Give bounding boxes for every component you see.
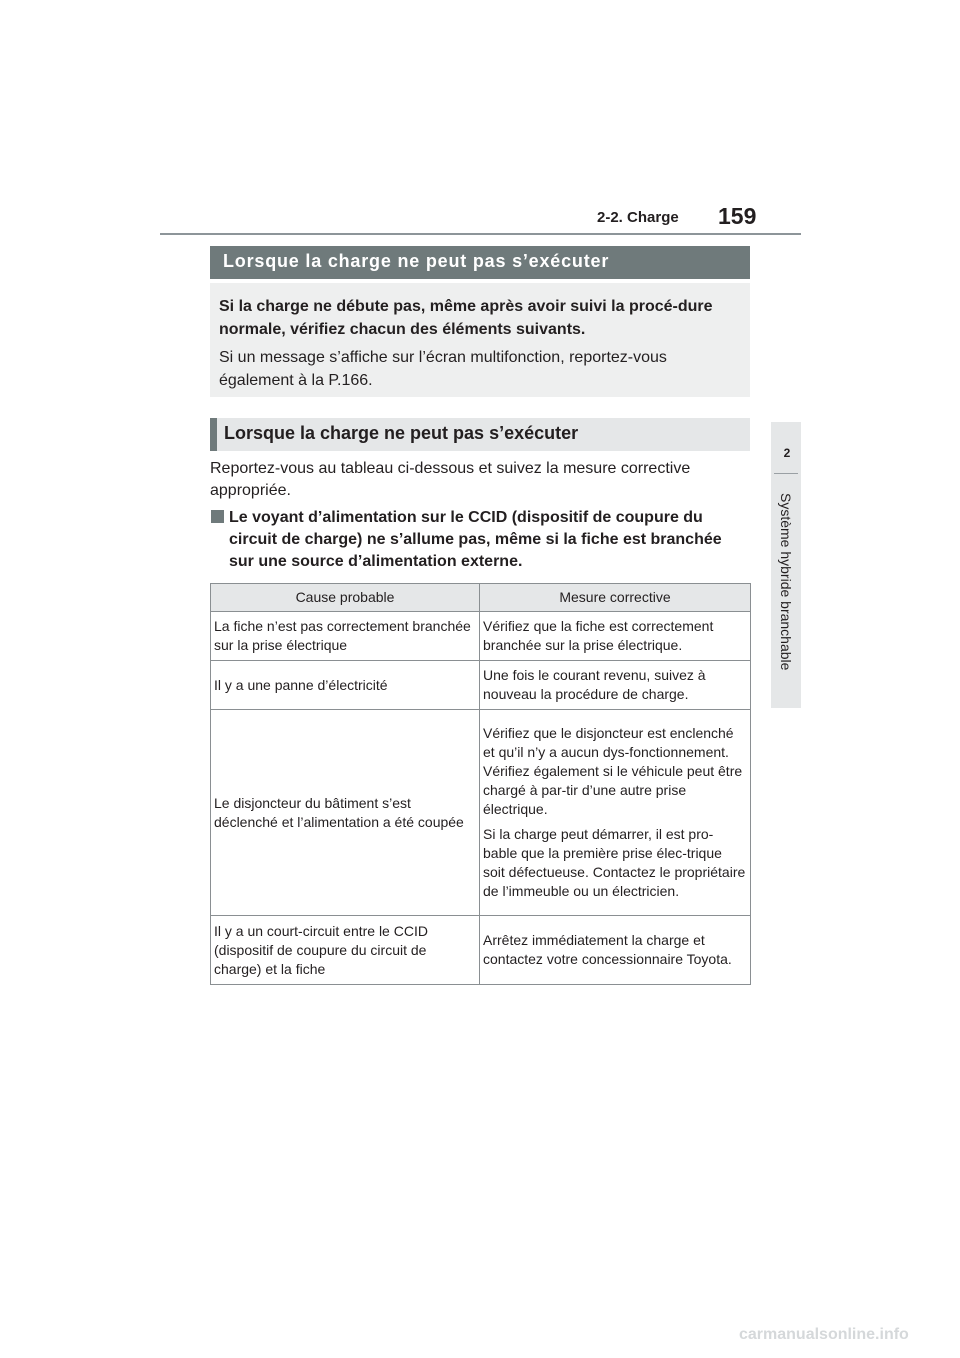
cause-cell: La fiche n’est pas correctement branchée sur la prise électrique bbox=[211, 612, 480, 661]
body-paragraph: Reportez-vous au tableau ci-dessous et suivez la mesure corrective appropriée. bbox=[210, 460, 691, 499]
measure-cell bbox=[480, 710, 751, 916]
measure-cell bbox=[480, 612, 751, 661]
page-number: 159 bbox=[718, 203, 757, 229]
intro-bold-text: Si la charge ne débute pas, même après avoir suivi la procé-dure normale, vérifiez chacun des éléments suivants. bbox=[219, 298, 713, 338]
measure-text: Une fois le courant revenu, suivez à nouveau la procédure de charge. bbox=[483, 667, 706, 702]
section-title-primary: Lorsque la charge ne peut pas s’exécuter bbox=[223, 251, 610, 271]
table-row bbox=[211, 710, 751, 916]
square-bullet-icon bbox=[211, 510, 224, 523]
bullet-heading: Le voyant d’alimentation sur le CCID (dispositif de coupure du circuit de charge) ne s’allume pas, même si la fiche est branchée sur une source d’alimentation externe. bbox=[229, 509, 722, 570]
cause-cell: Il y a une panne d’électricité bbox=[211, 661, 480, 710]
section-title-secondary: Lorsque la charge ne peut pas s’exécuter bbox=[224, 423, 579, 443]
table-header-row bbox=[211, 584, 751, 612]
header-rule bbox=[160, 233, 801, 235]
section-banner-primary bbox=[210, 246, 750, 279]
column-header-measure: Mesure corrective bbox=[480, 584, 751, 612]
table-row bbox=[211, 661, 751, 710]
measure-cell bbox=[480, 661, 751, 710]
measure-text: Arrêtez immédiatement la charge et contactez votre concessionnaire Toyota. bbox=[483, 932, 732, 967]
watermark: carmanualsonline.info bbox=[739, 1326, 909, 1343]
table-row bbox=[211, 612, 751, 661]
table-row bbox=[211, 916, 751, 985]
cause-cell: Le disjoncteur du bâtiment s’est déclenché et l’alimentation a été coupée bbox=[211, 710, 480, 916]
chapter-title: Système hybride branchable bbox=[778, 493, 794, 671]
banner-accent-bar bbox=[210, 418, 217, 451]
section-banner-secondary bbox=[210, 418, 750, 451]
chapter-number: 2 bbox=[783, 446, 791, 460]
troubleshooting-table bbox=[210, 583, 751, 985]
intro-normal-text: Si un message s’affiche sur l’écran multifonction, reportez-vous également à la P.166. bbox=[219, 349, 667, 389]
running-head: 2-2. Charge bbox=[597, 209, 679, 226]
measure-text: Vérifiez que la fiche est correctement branchée sur la prise électrique. bbox=[483, 618, 714, 653]
column-header-cause: Cause probable bbox=[211, 584, 480, 612]
measure-text: Si la charge peut démarrer, il est pro-bable que la première prise élec-trique soit défectueuse. Contactez le propriétaire de l’immeuble ou un électricien. bbox=[483, 826, 746, 899]
chapter-tab-divider bbox=[774, 473, 798, 474]
intro-box bbox=[210, 283, 750, 397]
cause-cell: Il y a un court-circuit entre le CCID (dispositif de coupure du circuit de charge) et la fiche bbox=[211, 916, 480, 985]
measure-cell bbox=[480, 916, 751, 985]
measure-text: Vérifiez que le disjoncteur est enclenché et qu’il n’y a aucun dys-fonctionnement. Vérifiez également si le véhicule peut être chargé à par-tir d’une autre prise électrique. bbox=[483, 725, 743, 817]
